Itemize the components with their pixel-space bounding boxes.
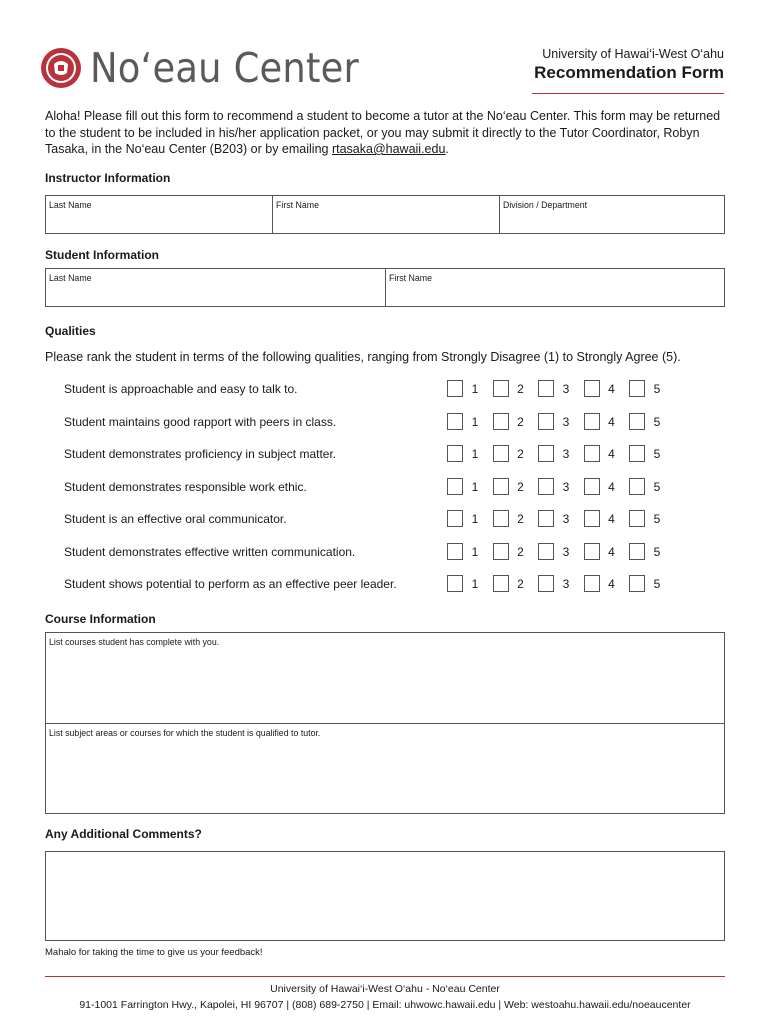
field-label: List courses student has complete with you.	[49, 637, 220, 647]
rating-checkbox-3[interactable]	[538, 478, 554, 495]
footer-divider	[45, 976, 725, 977]
rating-label: 1	[471, 414, 479, 429]
qualities-instructions: Please rank the student in terms of the following qualities, ranging from Strongly Disagree (1) to Strongly Agree (5).	[45, 350, 681, 364]
courses-taken-field[interactable]	[46, 633, 724, 724]
qualities-heading: Qualities	[45, 324, 96, 338]
field-label: Last Name	[49, 273, 92, 283]
rating-checkbox-5[interactable]	[629, 445, 645, 462]
rating-checkbox-3[interactable]	[538, 510, 554, 527]
field-label: List subject areas or courses for which the student is qualified to tutor.	[49, 728, 321, 738]
rating-label: 2	[517, 512, 524, 526]
quality-statement: Student demonstrates proficiency in subject matter.	[64, 447, 337, 461]
rating-label: 4	[608, 382, 615, 396]
rating-label: 1	[471, 577, 479, 591]
university-seal-logo	[40, 47, 82, 89]
rating-checkbox-3[interactable]	[538, 543, 554, 560]
rating-checkbox-2[interactable]	[493, 445, 509, 462]
rating-checkbox-3[interactable]	[538, 575, 554, 592]
email-link[interactable]: rtasaka@hawaii.edu	[331, 142, 446, 156]
quality-row	[64, 575, 704, 595]
rating-label: 5	[653, 382, 661, 396]
instructor-fields	[45, 195, 725, 234]
rating-checkbox-2[interactable]	[493, 413, 509, 430]
rating-label: 5	[653, 479, 661, 494]
rating-label: 1	[471, 544, 479, 559]
quality-statement: Student shows potential to perform as an effective peer leader.	[64, 577, 397, 591]
rating-checkbox-5[interactable]	[629, 478, 645, 495]
quality-statement: Student maintains good rapport with peers in class.	[64, 414, 337, 429]
rating-checkbox-2[interactable]	[493, 478, 509, 495]
quality-row	[64, 543, 704, 563]
comments-field[interactable]	[45, 851, 725, 941]
quality-statement: Student is an effective oral communicator.	[64, 512, 287, 526]
rating-checkbox-5[interactable]	[629, 543, 645, 560]
rating-label: 2	[517, 544, 524, 559]
instructor-first-name-field[interactable]	[273, 196, 500, 233]
rating-label: 1	[471, 382, 479, 396]
rating-checkbox-4[interactable]	[584, 413, 600, 430]
quality-row	[64, 380, 704, 400]
rating-label: 2	[517, 447, 524, 461]
tutor-subjects-field[interactable]	[46, 724, 724, 813]
rating-checkbox-5[interactable]	[629, 575, 645, 592]
rating-label: 1	[471, 479, 479, 494]
rating-checkbox-2[interactable]	[493, 543, 509, 560]
quality-row	[64, 445, 704, 465]
footer-contact: 91-1001 Farrington Hwy., Kapolei, HI 96707 | (808) 689-2750 | Email: uhwowc.hawaii.edu | Web: westoahu.hawaii.edu/noeaucenter	[79, 999, 691, 1011]
course-fields	[45, 632, 725, 814]
rating-checkbox-5[interactable]	[629, 510, 645, 527]
rating-checkbox-4[interactable]	[584, 478, 600, 495]
intro-text-end: .	[445, 142, 449, 156]
rating-checkbox-1[interactable]	[447, 413, 463, 430]
rating-label: 4	[608, 479, 615, 494]
rating-label: 3	[562, 447, 570, 461]
brand-title: No‘eau Center	[90, 44, 359, 92]
rating-checkbox-3[interactable]	[538, 380, 554, 397]
student-fields	[45, 268, 725, 307]
intro-paragraph	[45, 108, 730, 158]
university-name: University of Hawai‘i-West O‘ahu	[542, 47, 724, 61]
rating-label: 4	[608, 512, 615, 526]
student-last-name-field[interactable]	[46, 269, 386, 306]
rating-checkbox-2[interactable]	[493, 575, 509, 592]
rating-checkbox-3[interactable]	[538, 445, 554, 462]
header-divider	[532, 93, 724, 94]
intro-text: Aloha! Please fill out this form to recommend a student to become a tutor at the No‘eau Center. This form may be returned to the student to be included in his/her application packet, or you may submit it directly to the Tutor Coordinator, Robyn Tasaka, in the No‘eau Center (B203) or by emailing	[45, 109, 721, 156]
rating-label: 1	[471, 512, 479, 526]
rating-label: 4	[608, 577, 615, 591]
field-label: First Name	[389, 273, 433, 283]
rating-checkbox-2[interactable]	[493, 380, 509, 397]
rating-label: 5	[653, 512, 661, 526]
student-heading: Student Information	[45, 248, 159, 262]
rating-checkbox-4[interactable]	[584, 543, 600, 560]
quality-statement: Student demonstrates responsible work ethic.	[64, 479, 307, 494]
rating-checkbox-4[interactable]	[584, 575, 600, 592]
rating-checkbox-1[interactable]	[447, 445, 463, 462]
rating-label: 3	[562, 382, 570, 396]
rating-label: 2	[517, 414, 524, 429]
rating-checkbox-5[interactable]	[629, 380, 645, 397]
quality-row	[64, 510, 704, 530]
rating-checkbox-1[interactable]	[447, 478, 463, 495]
footer-institution: University of Hawai‘i-West O‘ahu - No‘eau Center	[270, 983, 500, 995]
thank-you-note: Mahalo for taking the time to give us your feedback!	[45, 947, 263, 958]
rating-label: 3	[562, 512, 570, 526]
field-label: First Name	[276, 200, 320, 210]
rating-checkbox-4[interactable]	[584, 510, 600, 527]
rating-checkbox-1[interactable]	[447, 510, 463, 527]
instructor-last-name-field[interactable]	[46, 196, 273, 233]
rating-label: 3	[562, 577, 570, 591]
field-label: Division / Department	[503, 200, 588, 210]
quality-statement: Student is approachable and easy to talk to.	[64, 382, 298, 396]
student-first-name-field[interactable]	[386, 269, 724, 306]
comments-heading: Any Additional Comments?	[45, 827, 202, 841]
rating-label: 3	[562, 479, 570, 494]
rating-checkbox-4[interactable]	[584, 445, 600, 462]
rating-label: 2	[517, 577, 524, 591]
quality-row	[64, 478, 704, 498]
rating-label: 4	[608, 414, 615, 429]
rating-label: 3	[562, 414, 570, 429]
rating-checkbox-5[interactable]	[629, 413, 645, 430]
rating-label: 5	[653, 577, 661, 591]
rating-checkbox-1[interactable]	[447, 543, 463, 560]
rating-label: 3	[562, 544, 570, 559]
form-title: Recommendation Form	[534, 63, 724, 82]
rating-checkbox-2[interactable]	[493, 510, 509, 527]
rating-label: 1	[471, 447, 479, 461]
quality-row	[64, 413, 704, 433]
rating-checkbox-3[interactable]	[538, 413, 554, 430]
rating-label: 4	[608, 447, 615, 461]
rating-checkbox-4[interactable]	[584, 380, 600, 397]
quality-statement: Student demonstrates effective written communication.	[64, 544, 356, 559]
rating-label: 5	[653, 544, 661, 559]
field-label: Last Name	[49, 200, 92, 210]
course-heading: Course Information	[45, 612, 156, 626]
rating-label: 4	[608, 544, 615, 559]
rating-label: 5	[653, 447, 661, 461]
instructor-division-field[interactable]	[500, 196, 724, 233]
rating-checkbox-1[interactable]	[447, 575, 463, 592]
rating-label: 5	[653, 414, 661, 429]
rating-label: 2	[517, 382, 524, 396]
rating-checkbox-1[interactable]	[447, 380, 463, 397]
instructor-heading: Instructor Information	[45, 171, 171, 185]
rating-label: 2	[517, 479, 524, 494]
